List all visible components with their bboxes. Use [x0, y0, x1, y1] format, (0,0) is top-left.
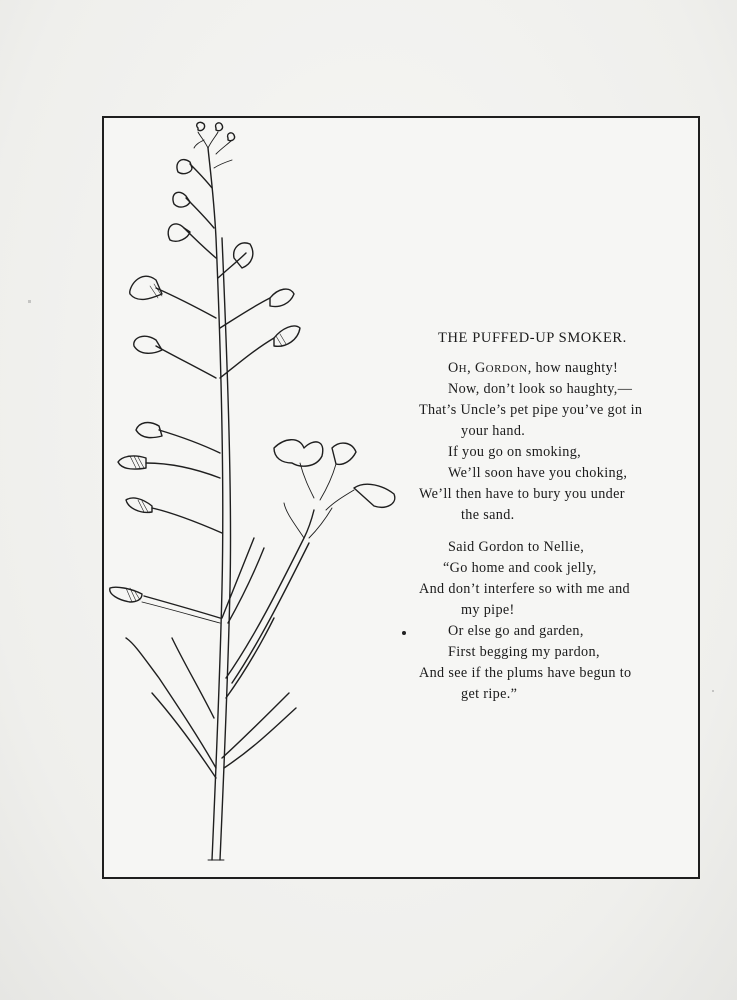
paper-speck [28, 300, 31, 303]
poem-title: THE PUFFED-UP SMOKER. [438, 330, 627, 346]
plant-illustration [104, 118, 434, 873]
poem-line: First begging my pardon, [448, 644, 600, 660]
paper-speck [712, 690, 714, 692]
poem-line: And see if the plums have begun to [419, 665, 632, 681]
poem-line: get ripe.” [461, 686, 518, 702]
poem-line: And don’t interfere so with me and [419, 581, 631, 597]
poem-line: Or else go and garden, [448, 623, 584, 639]
poem-line: Said Gordon to Nellie, [448, 539, 585, 555]
poem-line: We’ll soon have you choking, [448, 465, 628, 481]
ink-dot [402, 631, 406, 635]
poem-line: That’s Uncle’s pet pipe you’ve got in [419, 402, 643, 418]
poem-line: OH, GORDON, how naughty! [448, 360, 619, 376]
poem-line: your hand. [461, 423, 526, 439]
poem-line: the sand. [461, 507, 515, 523]
poem-line: We’ll then have to bury you under [419, 486, 625, 502]
poem-line: my pipe! [461, 602, 515, 618]
poem-line: If you go on smoking, [448, 444, 582, 460]
poem-line: Now, don’t look so haughty,— [448, 381, 633, 397]
poem-line: “Go home and cook jelly, [443, 560, 597, 576]
